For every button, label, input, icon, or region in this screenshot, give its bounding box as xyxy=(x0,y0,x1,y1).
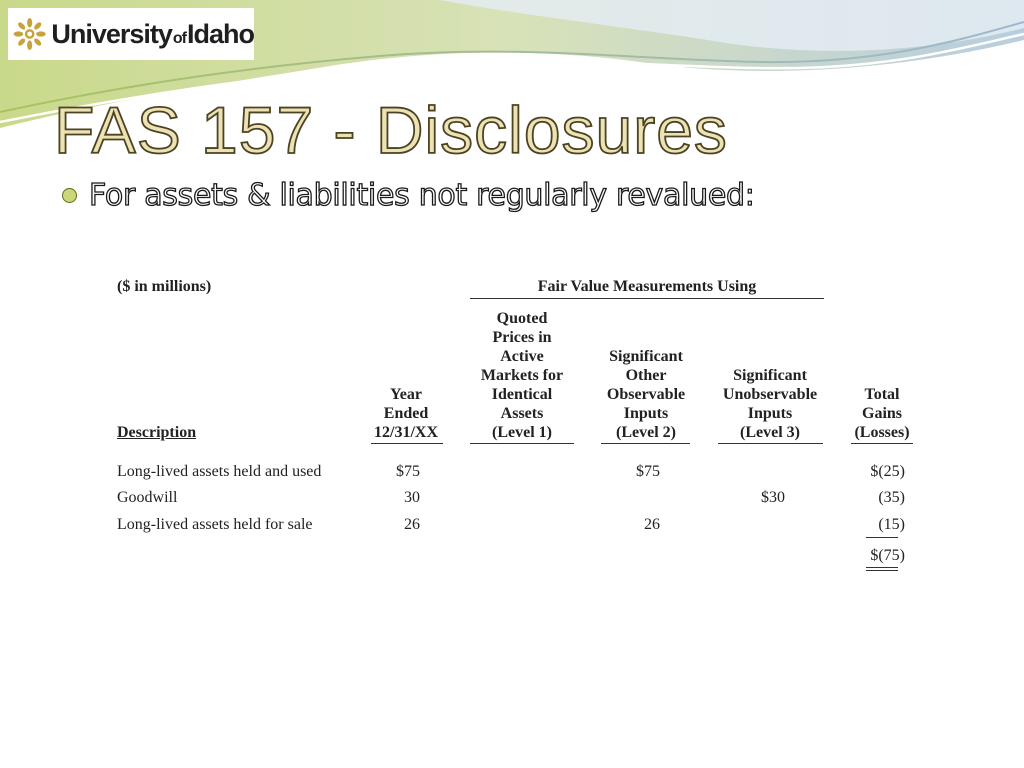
total-header-line1: Total xyxy=(864,386,900,403)
group-header-rule xyxy=(470,298,824,299)
level1-header-rule xyxy=(470,443,574,444)
total-header-line3: (Losses) xyxy=(854,424,910,441)
row2-level3: $30 xyxy=(761,489,785,506)
level2-header-line5: (Level 2) xyxy=(616,424,676,441)
level3-header-line3: Inputs xyxy=(747,405,793,422)
level1-header-line2: Prices in xyxy=(492,329,552,346)
level1-header-line6: Assets xyxy=(500,405,544,422)
level2-header-rule xyxy=(601,443,690,444)
level1-header-line4: Markets for xyxy=(480,367,564,384)
row1-total: $(25) xyxy=(870,463,905,480)
level1-header-line5: Identical xyxy=(491,386,553,403)
level2-header-line1: Significant xyxy=(609,348,683,365)
row2-description: Goodwill xyxy=(117,489,178,506)
row2-year: 30 xyxy=(404,489,420,506)
table-units: ($ in millions) xyxy=(117,278,212,295)
bullet-text: For assets & liabilities not regularly revalued: xyxy=(89,178,755,213)
total-header-line2: Gains xyxy=(861,405,903,422)
row2-total: (35) xyxy=(878,489,905,506)
row1-year: $75 xyxy=(396,463,420,480)
description-header: Description xyxy=(117,424,197,441)
row3-year: 26 xyxy=(404,516,420,533)
year-header-line1: Year xyxy=(390,386,422,403)
row3-description: Long-lived assets held for sale xyxy=(117,516,313,533)
logo-word-of: of xyxy=(172,29,186,47)
row3-level2: 26 xyxy=(644,516,660,533)
row1-description: Long-lived assets held and used xyxy=(117,463,322,480)
grand-total-double-rule-top xyxy=(866,567,898,568)
grand-total-double-rule-bottom xyxy=(866,570,898,571)
level3-header-line2: Unobservable xyxy=(722,386,818,403)
level2-header-line3: Observable xyxy=(606,386,686,403)
row1-level2: $75 xyxy=(636,463,660,480)
total-header-rule xyxy=(851,443,913,444)
level3-header-rule xyxy=(718,443,823,444)
year-header-line3: 12/31/XX xyxy=(374,424,438,441)
slide-title: FAS 157 - Disclosures xyxy=(54,93,728,167)
level1-header-line7: (Level 1) xyxy=(492,424,552,441)
logo-word-university: University xyxy=(51,18,172,49)
grand-total: $(75) xyxy=(870,547,905,564)
row3-total: (15) xyxy=(878,516,905,533)
level3-header-line4: (Level 3) xyxy=(740,424,800,441)
level1-header-line1: Quoted xyxy=(496,310,548,327)
level2-header-line4: Inputs xyxy=(623,405,669,422)
level2-header-line2: Other xyxy=(625,367,667,384)
group-header: Fair Value Measurements Using xyxy=(537,278,757,295)
subtotal-rule xyxy=(866,537,898,538)
year-header-line2: Ended xyxy=(383,405,429,422)
year-header-rule xyxy=(371,443,443,444)
level3-header-line1: Significant xyxy=(733,367,807,384)
level1-header-line3: Active xyxy=(500,348,544,365)
logo-word-idaho: Idaho xyxy=(187,18,254,49)
